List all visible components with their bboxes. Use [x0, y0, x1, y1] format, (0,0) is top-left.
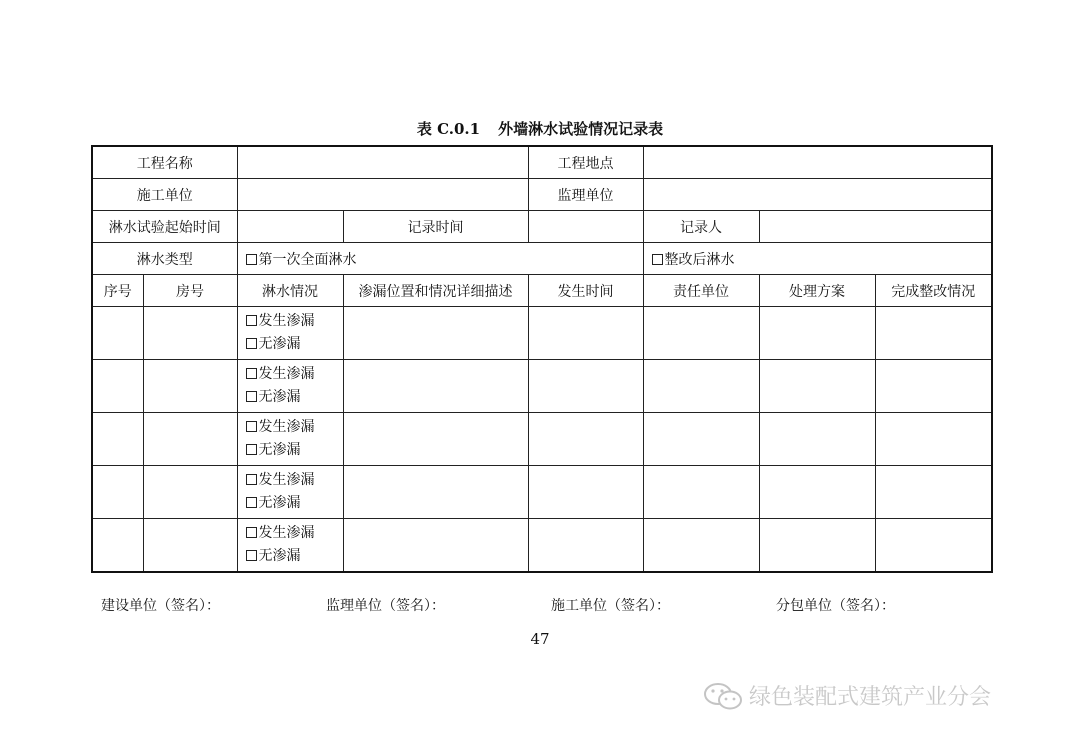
- label-test-type: 淋水类型: [92, 243, 237, 275]
- construction-unit-field[interactable]: [237, 179, 528, 211]
- option-leak-no[interactable]: [238, 492, 343, 515]
- cell-room[interactable]: [143, 307, 237, 360]
- signature-owner: 建设单位（签名）：: [101, 598, 220, 614]
- cell-no[interactable]: [92, 307, 143, 360]
- label-recorder: 记录人: [643, 211, 759, 243]
- cell-leak-status: [237, 413, 343, 466]
- checkbox-icon[interactable]: [246, 391, 257, 402]
- option-leak-yes[interactable]: [238, 310, 343, 333]
- checkbox-icon[interactable]: [652, 254, 663, 265]
- record-time-field[interactable]: [528, 211, 643, 243]
- cell-status[interactable]: [875, 360, 992, 413]
- cell-leak-status: [237, 466, 343, 519]
- label-project-name: 工程名称: [92, 146, 237, 179]
- wechat-icon: [703, 681, 743, 711]
- checkbox-icon[interactable]: [246, 315, 257, 326]
- header-room: 房号: [143, 275, 237, 307]
- table-row: [92, 519, 992, 573]
- project-location-field[interactable]: [643, 146, 992, 179]
- option-first-label: 第一次全面淋水: [258, 251, 357, 268]
- cell-plan[interactable]: [759, 307, 875, 360]
- test-start-time-field[interactable]: [237, 211, 343, 243]
- cell-status[interactable]: [875, 466, 992, 519]
- option-leak-yes[interactable]: [238, 469, 343, 492]
- checkbox-icon[interactable]: [246, 421, 257, 432]
- table-row: [92, 466, 992, 519]
- table-row: [92, 413, 992, 466]
- cell-description[interactable]: [343, 307, 528, 360]
- cell-room[interactable]: [143, 519, 237, 573]
- table-code: 表 C.0.1: [416, 120, 481, 138]
- cell-no[interactable]: [92, 519, 143, 573]
- cell-unit[interactable]: [643, 466, 759, 519]
- option-leak-no[interactable]: [238, 439, 343, 462]
- cell-status[interactable]: [875, 307, 992, 360]
- cell-description[interactable]: [343, 519, 528, 573]
- leak-yes-label: 发生渗漏: [258, 366, 315, 382]
- header-row: [92, 275, 992, 307]
- header-treatment-plan: 处理方案: [759, 275, 875, 307]
- label-test-start-time: 淋水试验起始时间: [92, 211, 237, 243]
- cell-unit[interactable]: [643, 307, 759, 360]
- cell-time[interactable]: [528, 360, 643, 413]
- checkbox-icon[interactable]: [246, 497, 257, 508]
- signature-subcontractor: 分包单位（签名）：: [776, 598, 895, 614]
- cell-status[interactable]: [875, 413, 992, 466]
- watermark-text: 绿色装配式建筑产业分会: [749, 685, 992, 710]
- cell-unit[interactable]: [643, 413, 759, 466]
- cell-status[interactable]: [875, 519, 992, 573]
- supervision-unit-field[interactable]: [643, 179, 992, 211]
- option-first-full-test[interactable]: [237, 243, 643, 275]
- cell-time[interactable]: [528, 466, 643, 519]
- option-leak-yes[interactable]: [238, 416, 343, 439]
- header-test-status: 淋水情况: [237, 275, 343, 307]
- cell-description[interactable]: [343, 360, 528, 413]
- option-leak-no[interactable]: [238, 386, 343, 409]
- checkbox-icon[interactable]: [246, 444, 257, 455]
- checkbox-icon[interactable]: [246, 527, 257, 538]
- watermark: [703, 680, 991, 711]
- checkbox-icon[interactable]: [246, 550, 257, 561]
- cell-leak-status: [237, 519, 343, 573]
- page-number: 47: [530, 630, 550, 648]
- cell-leak-status: [237, 360, 343, 413]
- table-row: [92, 360, 992, 413]
- label-record-time: 记录时间: [343, 211, 528, 243]
- checkbox-icon[interactable]: [246, 338, 257, 349]
- cell-unit[interactable]: [643, 519, 759, 573]
- cell-room[interactable]: [143, 466, 237, 519]
- cell-no[interactable]: [92, 413, 143, 466]
- header-leak-description: 渗漏位置和情况详细描述: [343, 275, 528, 307]
- recorder-field[interactable]: [759, 211, 992, 243]
- leak-no-label: 无渗漏: [258, 495, 301, 511]
- leak-no-label: 无渗漏: [258, 336, 301, 352]
- leak-no-label: 无渗漏: [258, 389, 301, 405]
- record-table: [91, 145, 993, 573]
- option-leak-yes[interactable]: [238, 522, 343, 545]
- cell-plan[interactable]: [759, 466, 875, 519]
- signature-construction: 施工单位（签名）：: [551, 598, 670, 614]
- option-leak-yes[interactable]: [238, 363, 343, 386]
- header-occur-time: 发生时间: [528, 275, 643, 307]
- cell-no[interactable]: [92, 466, 143, 519]
- header-no: 序号: [92, 275, 143, 307]
- cell-plan[interactable]: [759, 519, 875, 573]
- option-leak-no[interactable]: [238, 333, 343, 356]
- leak-yes-label: 发生渗漏: [258, 472, 315, 488]
- project-name-field[interactable]: [237, 146, 528, 179]
- signature-supervision: 监理单位（签名）：: [326, 598, 445, 614]
- leak-yes-label: 发生渗漏: [258, 419, 315, 435]
- cell-time[interactable]: [528, 519, 643, 573]
- header-rectification-status: 完成整改情况: [875, 275, 992, 307]
- cell-description[interactable]: [343, 466, 528, 519]
- cell-time[interactable]: [528, 413, 643, 466]
- checkbox-icon[interactable]: [246, 474, 257, 485]
- cell-leak-status: [237, 307, 343, 360]
- label-construction-unit: 施工单位: [92, 179, 237, 211]
- header-responsible-unit: 责任单位: [643, 275, 759, 307]
- label-supervision-unit: 监理单位: [528, 179, 643, 211]
- cell-room[interactable]: [143, 413, 237, 466]
- table-title: [0, 118, 1080, 139]
- cell-plan[interactable]: [759, 413, 875, 466]
- leak-yes-label: 发生渗漏: [258, 313, 315, 329]
- leak-no-label: 无渗漏: [258, 548, 301, 564]
- leak-yes-label: 发生渗漏: [258, 525, 315, 541]
- checkbox-icon[interactable]: [246, 368, 257, 379]
- cell-room[interactable]: [143, 360, 237, 413]
- leak-no-label: 无渗漏: [258, 442, 301, 458]
- cell-description[interactable]: [343, 413, 528, 466]
- cell-plan[interactable]: [759, 360, 875, 413]
- checkbox-icon[interactable]: [246, 254, 257, 265]
- option-after-rectification[interactable]: [643, 243, 992, 275]
- table-name: 外墙淋水试验情况记录表: [498, 120, 664, 138]
- option-leak-no[interactable]: [238, 545, 343, 568]
- label-project-location: 工程地点: [528, 146, 643, 179]
- cell-unit[interactable]: [643, 360, 759, 413]
- cell-no[interactable]: [92, 360, 143, 413]
- option-after-label: 整改后淋水: [664, 251, 735, 268]
- cell-time[interactable]: [528, 307, 643, 360]
- table-row: [92, 307, 992, 360]
